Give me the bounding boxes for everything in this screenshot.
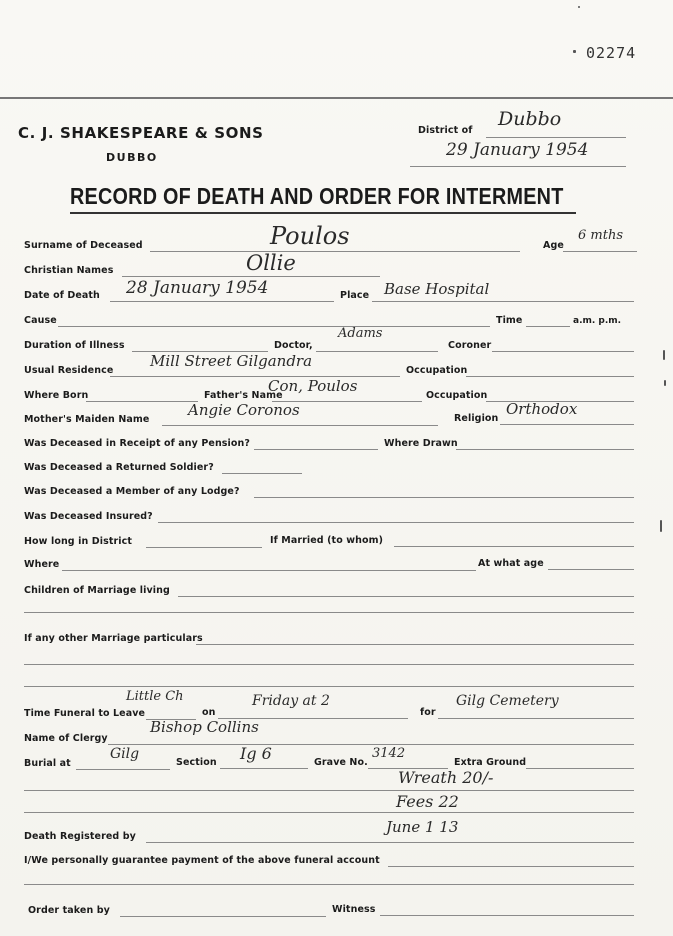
for-line bbox=[438, 718, 634, 719]
death-registered-label: Death Registered by bbox=[24, 831, 136, 842]
clergy-line bbox=[108, 744, 634, 745]
order-taken-label: Order taken by bbox=[28, 905, 110, 916]
how-long-line bbox=[146, 547, 262, 548]
section-label: Section bbox=[176, 757, 217, 768]
document-number: 02274 bbox=[586, 44, 637, 62]
for-value: Gilg Cemetery bbox=[456, 693, 559, 709]
on-value: Friday at 2 bbox=[252, 693, 330, 709]
scan-speck bbox=[578, 6, 580, 8]
time-label: Time bbox=[496, 315, 523, 326]
scan-speck bbox=[573, 50, 576, 53]
on-label: on bbox=[202, 707, 216, 718]
burial-at-line bbox=[76, 769, 170, 770]
surname-label: Surname of Deceased bbox=[24, 240, 143, 251]
at-what-age-label: At what age bbox=[478, 558, 544, 569]
mothers-maiden-line bbox=[162, 425, 438, 426]
district-label: District of bbox=[418, 125, 473, 136]
coroner-label: Coroner bbox=[448, 340, 492, 351]
scan-speck bbox=[663, 350, 665, 360]
other-marriage-line bbox=[196, 644, 634, 645]
children-line bbox=[178, 596, 634, 597]
where-label: Where bbox=[24, 559, 60, 570]
witness-line bbox=[380, 915, 634, 916]
date-value: 29 January 1954 bbox=[446, 140, 589, 160]
if-married-label: If Married (to whom) bbox=[270, 535, 384, 546]
occupation2-label: Occupation bbox=[426, 390, 488, 401]
witness-label: Witness bbox=[332, 904, 376, 915]
time-funeral-label: Time Funeral to Leave bbox=[24, 708, 146, 719]
age-line bbox=[563, 251, 637, 252]
blank-line-2 bbox=[24, 812, 634, 813]
district-value: Dubbo bbox=[498, 108, 562, 130]
district-line bbox=[486, 137, 626, 138]
where-line bbox=[62, 570, 476, 571]
note-wreath: Wreath 20/- bbox=[398, 768, 494, 787]
place-label: Place bbox=[340, 290, 370, 301]
scan-speck bbox=[660, 520, 662, 532]
time-funeral-value: Little Ch bbox=[126, 689, 184, 704]
cause-label: Cause bbox=[24, 315, 57, 326]
company-town: DUBBO bbox=[106, 151, 158, 164]
insured-label: Was Deceased Insured? bbox=[24, 511, 153, 522]
children-line-2 bbox=[24, 612, 634, 613]
other-marriage-line-3 bbox=[24, 686, 634, 687]
surname-value: Poulos bbox=[270, 222, 350, 250]
guarantee-line bbox=[388, 866, 634, 867]
scan-speck bbox=[664, 380, 666, 386]
grave-no-label: Grave No. bbox=[314, 757, 368, 768]
fathers-name-label: Father's Name bbox=[204, 390, 283, 401]
order-taken-line bbox=[120, 916, 326, 917]
clergy-label: Name of Clergy bbox=[24, 733, 108, 744]
top-rule bbox=[0, 97, 673, 99]
other-marriage-label: If any other Marriage particulars bbox=[24, 633, 203, 644]
pension-label: Was Deceased in Receipt of any Pension? bbox=[24, 438, 251, 449]
date-line bbox=[410, 166, 626, 167]
where-drawn-line bbox=[456, 449, 634, 450]
clergy-value: Bishop Collins bbox=[150, 718, 259, 736]
religion-value: Orthodox bbox=[506, 400, 578, 418]
mothers-maiden-label: Mother's Maiden Name bbox=[24, 414, 150, 425]
occupation1-label: Occupation bbox=[406, 365, 468, 376]
time-line bbox=[526, 326, 570, 327]
date-of-death-line bbox=[110, 301, 334, 302]
pension-line bbox=[254, 449, 378, 450]
blank-line-1 bbox=[24, 790, 634, 791]
age-value: 6 mths bbox=[578, 228, 623, 243]
date-of-death-label: Date of Death bbox=[24, 290, 100, 301]
christian-names-value: Ollie bbox=[246, 251, 296, 275]
other-marriage-line-2 bbox=[24, 664, 634, 665]
christian-names-label: Christian Names bbox=[24, 265, 114, 276]
returned-soldier-label: Was Deceased a Returned Soldier? bbox=[24, 462, 214, 473]
cause-line bbox=[58, 326, 490, 327]
grave-no-value: 3142 bbox=[372, 746, 406, 761]
section-value: Ig 6 bbox=[240, 744, 272, 763]
duration-label: Duration of Illness bbox=[24, 340, 125, 351]
burial-at-label: Burial at bbox=[24, 758, 71, 769]
surname-line bbox=[150, 251, 520, 252]
religion-label: Religion bbox=[454, 413, 499, 424]
lodge-line bbox=[254, 497, 634, 498]
date-of-death-value: 28 January 1954 bbox=[126, 278, 269, 298]
christian-names-line bbox=[122, 276, 380, 277]
occupation1-line bbox=[466, 376, 634, 377]
lodge-label: Was Deceased a Member of any Lodge? bbox=[24, 486, 240, 497]
children-label: Children of Marriage living bbox=[24, 585, 170, 596]
section-line bbox=[220, 768, 308, 769]
age-label: Age bbox=[543, 240, 564, 251]
residence-value: Mill Street Gilgandra bbox=[150, 352, 313, 370]
how-long-label: How long in District bbox=[24, 536, 132, 547]
extra-ground-label: Extra Ground bbox=[454, 757, 527, 768]
death-registered-value: June 1 13 bbox=[386, 818, 459, 836]
mothers-maiden-value: Angie Coronos bbox=[188, 401, 300, 419]
returned-soldier-line bbox=[222, 473, 302, 474]
extra-ground-line bbox=[526, 768, 634, 769]
where-drawn-label: Where Drawn bbox=[384, 438, 458, 449]
company-name: C. J. SHAKESPEARE & SONS bbox=[18, 124, 264, 142]
insured-line bbox=[158, 522, 634, 523]
doctor-value: Adams bbox=[338, 326, 383, 341]
religion-line bbox=[500, 424, 634, 425]
coroner-line bbox=[492, 351, 634, 352]
place-line bbox=[372, 301, 634, 302]
burial-at-value: Gilg bbox=[110, 746, 140, 762]
guarantee-line-2 bbox=[24, 884, 634, 885]
title-underline bbox=[70, 212, 576, 214]
death-registered-line bbox=[146, 842, 634, 843]
where-born-line bbox=[86, 401, 198, 402]
guarantee-label: I/We personally guarantee payment of the above funeral account bbox=[24, 855, 380, 866]
residence-label: Usual Residence bbox=[24, 365, 114, 376]
for-label: for bbox=[420, 707, 436, 718]
doctor-label: Doctor, bbox=[274, 340, 313, 351]
note-fees: Fees 22 bbox=[396, 792, 459, 811]
record-title: RECORD OF DEATH AND ORDER FOR INTERMENT bbox=[70, 183, 564, 209]
at-what-age-line bbox=[548, 569, 634, 570]
where-born-label: Where Born bbox=[24, 390, 89, 401]
doctor-line bbox=[316, 351, 438, 352]
place-value: Base Hospital bbox=[384, 280, 490, 298]
fathers-name-value: Con, Poulos bbox=[268, 377, 358, 395]
time-ampm: a.m. p.m. bbox=[573, 316, 622, 326]
if-married-line bbox=[394, 546, 634, 547]
